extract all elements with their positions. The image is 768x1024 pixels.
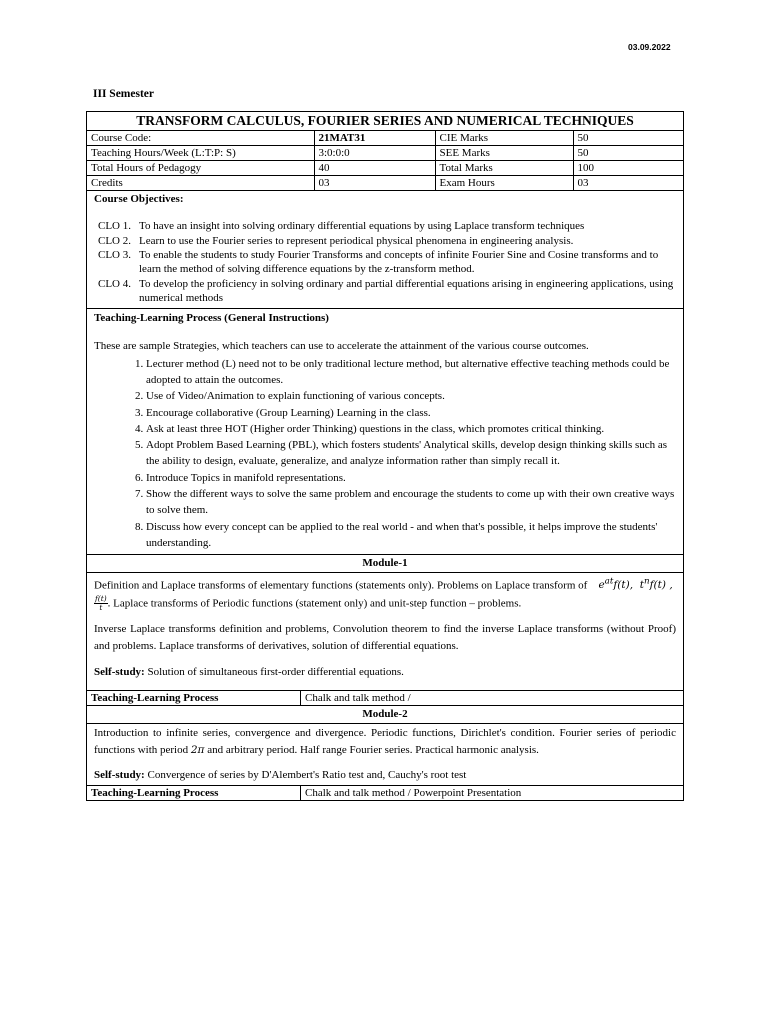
module-2-paragraph-1 bbox=[94, 725, 676, 760]
info-label: Credits bbox=[87, 175, 314, 190]
clo-number: CLO 1. bbox=[98, 220, 131, 232]
math-symbol: t bbox=[639, 579, 645, 592]
info-label: Total Marks bbox=[435, 160, 573, 175]
module-1-paragraph-2: Inverse Laplace transforms definition and problems, Convolution theorem to find the inverse Laplace transforms (without Proof) and problems. Laplace transforms of derivatives, solution of differential equations. bbox=[94, 622, 676, 653]
info-label: SEE Marks bbox=[435, 145, 573, 160]
info-label: Exam Hours bbox=[435, 175, 573, 190]
course-info-table bbox=[87, 131, 683, 191]
module-1-heading: Module-1 bbox=[87, 554, 683, 572]
math-symbol: f(t) , bbox=[649, 579, 673, 592]
clo-text: To enable the students to study Fourier Transforms and concepts of infinite Fourier Sine and Cosine transforms and to learn the method of solving difference equations by the z-transform method. bbox=[139, 249, 659, 276]
info-value: 100 bbox=[573, 160, 683, 175]
section-heading: Course Objectives: bbox=[94, 192, 184, 205]
list-item bbox=[98, 277, 676, 306]
fraction bbox=[94, 595, 108, 612]
table-row bbox=[87, 145, 683, 160]
self-study-text: Solution of simultaneous first-order differential equations. bbox=[144, 665, 404, 678]
module-2-tlp-table bbox=[87, 785, 683, 800]
self-study-label: Self-study: bbox=[94, 768, 145, 781]
math-exponent: n bbox=[644, 576, 650, 587]
list-item: 5. Adopt Problem Based Learning (PBL), which fosters students' Analytical skills, develop design thinking skills such as the ability to design, evaluate, generalize, and analyze information rather than simply recall it. bbox=[146, 437, 676, 470]
list-item: 1. Lecturer method (L) need not to be only traditional lecture method, but alternative effective teaching methods could be adopted to attain the outcomes. bbox=[146, 356, 676, 389]
math-symbol: f(t), bbox=[613, 579, 634, 592]
text-run: Introduction to infinite series, convergence and divergence. Periodic functions, Dirichlet's condition. Fourier series of periodic functions with period bbox=[94, 726, 676, 757]
document-date: 03.09.2022 bbox=[628, 42, 671, 52]
info-label: Teaching Hours/Week (L:T:P: S) bbox=[87, 145, 314, 160]
info-value: 03 bbox=[573, 175, 683, 190]
table-row bbox=[87, 160, 683, 175]
info-value: 50 bbox=[573, 131, 683, 146]
clo-number: CLO 2. bbox=[98, 234, 131, 247]
info-value: 3:0:0:0 bbox=[314, 145, 435, 160]
clo-text: Learn to use the Fourier series to represent periodical physical phenomena in engineering analysis. bbox=[139, 234, 574, 247]
tlp-value: Chalk and talk method / Powerpoint Presentation bbox=[301, 786, 684, 801]
math-exponent: at bbox=[604, 576, 614, 587]
info-label: CIE Marks bbox=[435, 131, 573, 146]
info-value: 03 bbox=[314, 175, 435, 190]
module-1-paragraph-1 bbox=[94, 574, 676, 613]
table-row bbox=[87, 786, 683, 801]
strategies-list bbox=[126, 356, 676, 552]
list-item: 2. Use of Video/Animation to explain functioning of various concepts. bbox=[146, 388, 676, 404]
list-item bbox=[98, 219, 676, 234]
math-formula: 2π bbox=[190, 744, 205, 757]
list-item: 3. Encourage collaborative (Group Learning) Learning in the class. bbox=[146, 405, 676, 421]
table-row bbox=[87, 131, 683, 146]
module-1-tlp-table bbox=[87, 690, 683, 705]
text-run: . Laplace transforms of Periodic functions (statement only) and unit-step function – problems. bbox=[107, 597, 522, 610]
table-row bbox=[87, 691, 683, 706]
info-value: 50 bbox=[573, 145, 683, 160]
course-objectives-section bbox=[87, 191, 683, 309]
list-item: 4. Ask at least three HOT (Higher order Thinking) questions in the class, which promotes critical thinking. bbox=[146, 421, 676, 437]
clo-text: To develop the proficiency in solving ordinary and partial differential equations arising in engineering applications, using numerical methods bbox=[139, 277, 674, 304]
semester-label: III Semester bbox=[93, 88, 154, 100]
info-value: 40 bbox=[314, 160, 435, 175]
module-1-content bbox=[87, 572, 683, 691]
info-label: Total Hours of Pedagogy bbox=[87, 160, 314, 175]
clo-number: CLO 3. bbox=[98, 249, 131, 261]
tlp-value: Chalk and talk method / bbox=[301, 691, 684, 706]
teaching-learning-section bbox=[87, 308, 683, 554]
self-study-label: Self-study: bbox=[94, 665, 145, 678]
info-label: Course Code: bbox=[87, 131, 314, 146]
self-study bbox=[94, 664, 676, 682]
self-study-text: Convergence of series by D'Alembert's Ratio test and, Cauchy's root test bbox=[144, 768, 467, 781]
list-item: 8. Discuss how every concept can be applied to the real world - and when that's possible, it helps improve the students' understanding. bbox=[146, 519, 676, 552]
tlp-label: Teaching-Learning Process bbox=[87, 786, 301, 801]
table-row bbox=[87, 175, 683, 190]
course-title: TRANSFORM CALCULUS, FOURIER SERIES AND NUMERICAL TECHNIQUES bbox=[87, 112, 683, 131]
course-code-value: 21MAT31 bbox=[314, 131, 435, 146]
module-2-content bbox=[87, 723, 683, 786]
text-run: and arbitrary period. Half range Fourier series. Practical harmonic analysis. bbox=[204, 744, 539, 757]
module-2-heading: Module-2 bbox=[87, 705, 683, 723]
list-item bbox=[98, 234, 676, 249]
list-item: 6. Introduce Topics in manifold representations. bbox=[146, 470, 676, 486]
list-item: 7. Show the different ways to solve the same problem and encourage the students to come up with their own creative ways to solve them. bbox=[146, 486, 676, 519]
tlp-label: Teaching-Learning Process bbox=[87, 691, 301, 706]
section-heading: Teaching-Learning Process (General Instructions) bbox=[94, 312, 329, 325]
fraction-denominator: t bbox=[99, 602, 103, 612]
list-item bbox=[98, 248, 676, 277]
clo-number: CLO 4. bbox=[98, 277, 131, 290]
fraction-numerator: f(t) bbox=[95, 593, 107, 603]
syllabus-document bbox=[86, 111, 684, 801]
strategies-intro: These are sample Strategies, which teachers can use to accelerate the attainment of the various course outcomes. bbox=[94, 339, 589, 352]
clo-text: To have an insight into solving ordinary differential equations by using Laplace transform techniques bbox=[139, 220, 585, 232]
text-run: Definition and Laplace transforms of elementary functions (statements only). Problems on Laplace transform of bbox=[94, 579, 591, 592]
math-symbol: e bbox=[598, 579, 605, 592]
self-study bbox=[94, 768, 676, 783]
